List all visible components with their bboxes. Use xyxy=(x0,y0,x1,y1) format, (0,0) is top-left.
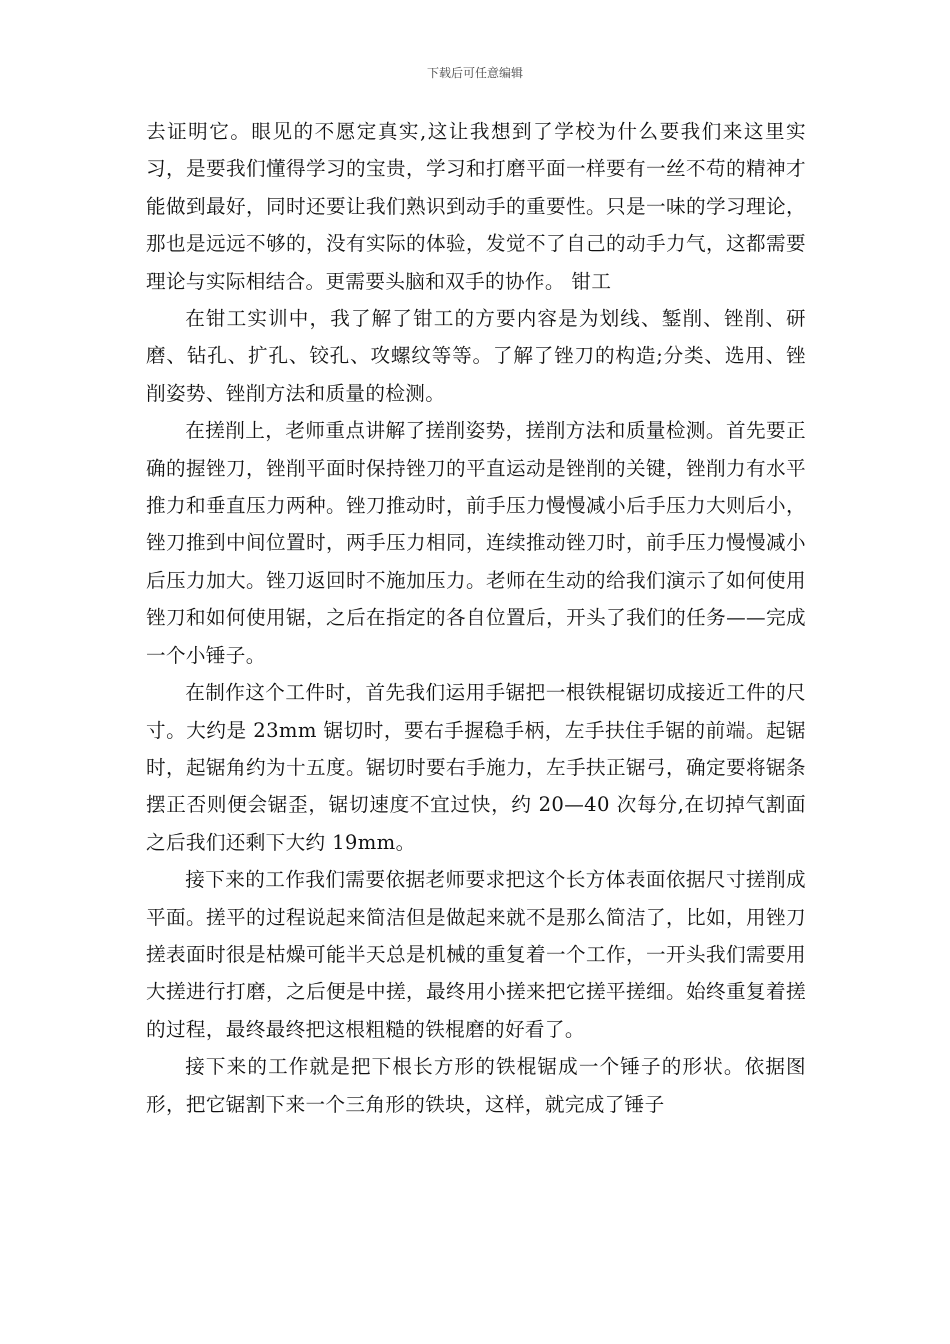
document-body xyxy=(146,113,806,1123)
paragraph-sawing-workpiece: 在制作这个工件时，首先我们运用手锯把一根铁棍锯切成接近工件的尺寸。大约是 23mm 锯切时，要右手握稳手柄，左手扶住手锯的前端。起锯时，起锯角约为十五度。锯切时要右手施力，左手扶正锯弓，确定要将锯条摆正否则便会锯歪，锯切速度不宜过快，约 20—40 次每分,在切掉气割面之后我们还剩下大约 19mm。 xyxy=(146,681,806,854)
paragraph-fitter-training: 在钳工实训中，我了解了钳工的方要内容是为划线、錾削、锉削、研磨、钻孔、扩孔、铰孔、攻螺纹等等。了解了锉刀的构造;分类、选用、锉削姿势、锉削方法和质量的检测。 xyxy=(146,307,806,405)
paragraph-hammer-shape: 接下来的工作就是把下根长方形的铁棍锯成一个锤子的形状。依据图形，把它锯割下来一个三角形的铁块，这样，就完成了锤子 xyxy=(146,1055,806,1116)
page-header: 下载后可任意编辑 xyxy=(426,66,523,80)
paragraph-surface-filing: 接下来的工作我们需要依据老师要求把这个长方体表面依据尺寸搓削成平面。搓平的过程说起来简洁但是做起来就不是那么简洁了，比如，用锉刀搓表面时很是枯燥可能半天总是机械的重复着一个工作，一开头我们需要用大搓进行打磨，之后便是中搓，最终用小搓来把它搓平搓细。始终重复着搓的过程，最终最终把这根粗糙的铁棍磨的好看了。 xyxy=(146,868,806,1041)
paragraph-continuation: 去证明它。眼见的不愿定真实,这让我想到了学校为什么要我们来这里实习，是要我们懂得学习的宝贵，学习和打磨平面一样要有一丝不苟的精神才能做到最好，同时还要让我们熟识到动手的重要性。只是一味的学习理论，那也是远远不够的，没有实际的体验，发觉不了自己的动手力气，这都需要理论与实际相结合。更需要头脑和双手的协作。 钳工 xyxy=(146,120,806,293)
paragraph-filing-technique: 在搓削上，老师重点讲解了搓削姿势，搓削方法和质量检测。首先要正确的握锉刀，锉削平面时保持锉刀的平直运动是锉削的关键，锉削力有水平推力和垂直压力两种。锉刀推动时，前手压力慢慢减小后手压力大则后小，锉刀推到中间位置时，两手压力相同，连续推动锉刀时，前手压力慢慢减小后压力加大。锉刀返回时不施加压力。老师在生动的给我们演示了如何使用锉刀和如何使用锯，之后在指定的各自位置后，开头了我们的任务——完成一个小锤子。 xyxy=(146,419,806,667)
